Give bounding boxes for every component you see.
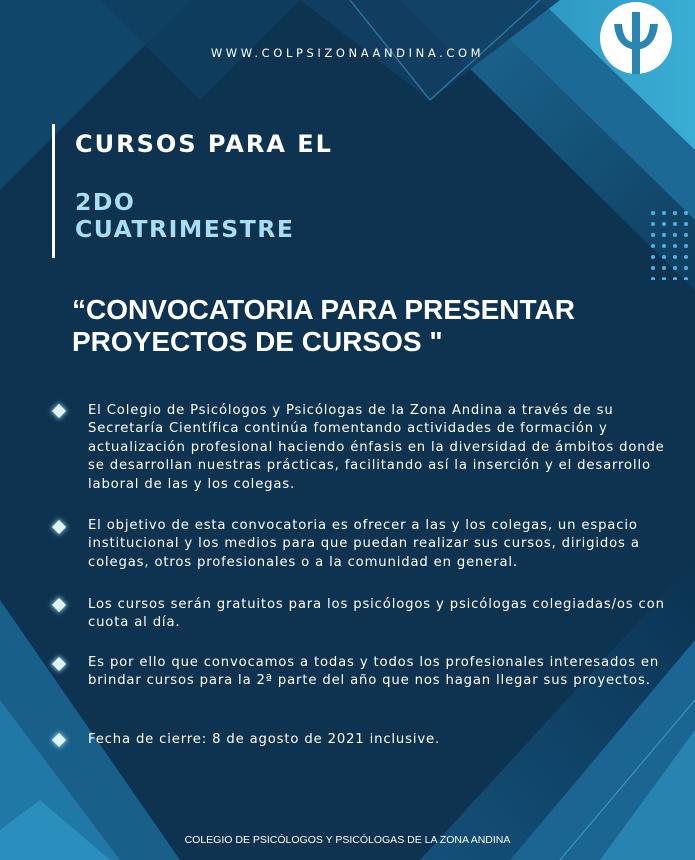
bullet-item: Es por ello que convocamos a todas y todos los profesionales interesados en brindar cursos para la 2ª parte del año que nos hagan llegar sus proyectos.: [88, 655, 660, 689]
title-accent-bar: [52, 124, 55, 258]
main-heading: “CONVOCATORIA PARA PRESENTAR PROYECTOS DE CURSOS ": [72, 294, 575, 357]
title-line-1: CURSOS PARA EL: [75, 130, 333, 158]
title-line-2: 2DO CUATRIMESTRE: [75, 188, 295, 243]
bullet-item: El Colegio de Psicólogos y Psicólogas de la Zona Andina a través de su Secretaría Científica continúa fomentando actividades de formación y actualización profesional haciendo énfasis en la diversidad de ámbitos donde se desarrollan nuestras prácticas, facilitando así la inserción y el desarrollo laboral de las y los colegas.: [88, 403, 665, 492]
psi-logo-icon: [600, 2, 672, 74]
bullet-item: El objetivo de esta convocatoria es ofrecer a las y los colegas, un espacio institucional y los medios para que puedan realizar sus cursos, dirigidos a colegas, otros profesionales o a la comunidad en general.: [88, 518, 640, 570]
bullet-item: Los cursos serán gratuitos para los psicólogos y psicólogas colegiadas/os con cuota al día.: [88, 597, 665, 631]
website-url[interactable]: WWW.COLPSIZONAANDINA.COM: [210, 46, 485, 60]
bullet-item: Fecha de cierre: 8 de agosto de 2021 inclusive.: [88, 732, 441, 747]
footer-text: COLEGIO DE PSICÓLOGOS Y PSICÓLOGAS DE LA ZONA ANDINA: [184, 834, 511, 846]
